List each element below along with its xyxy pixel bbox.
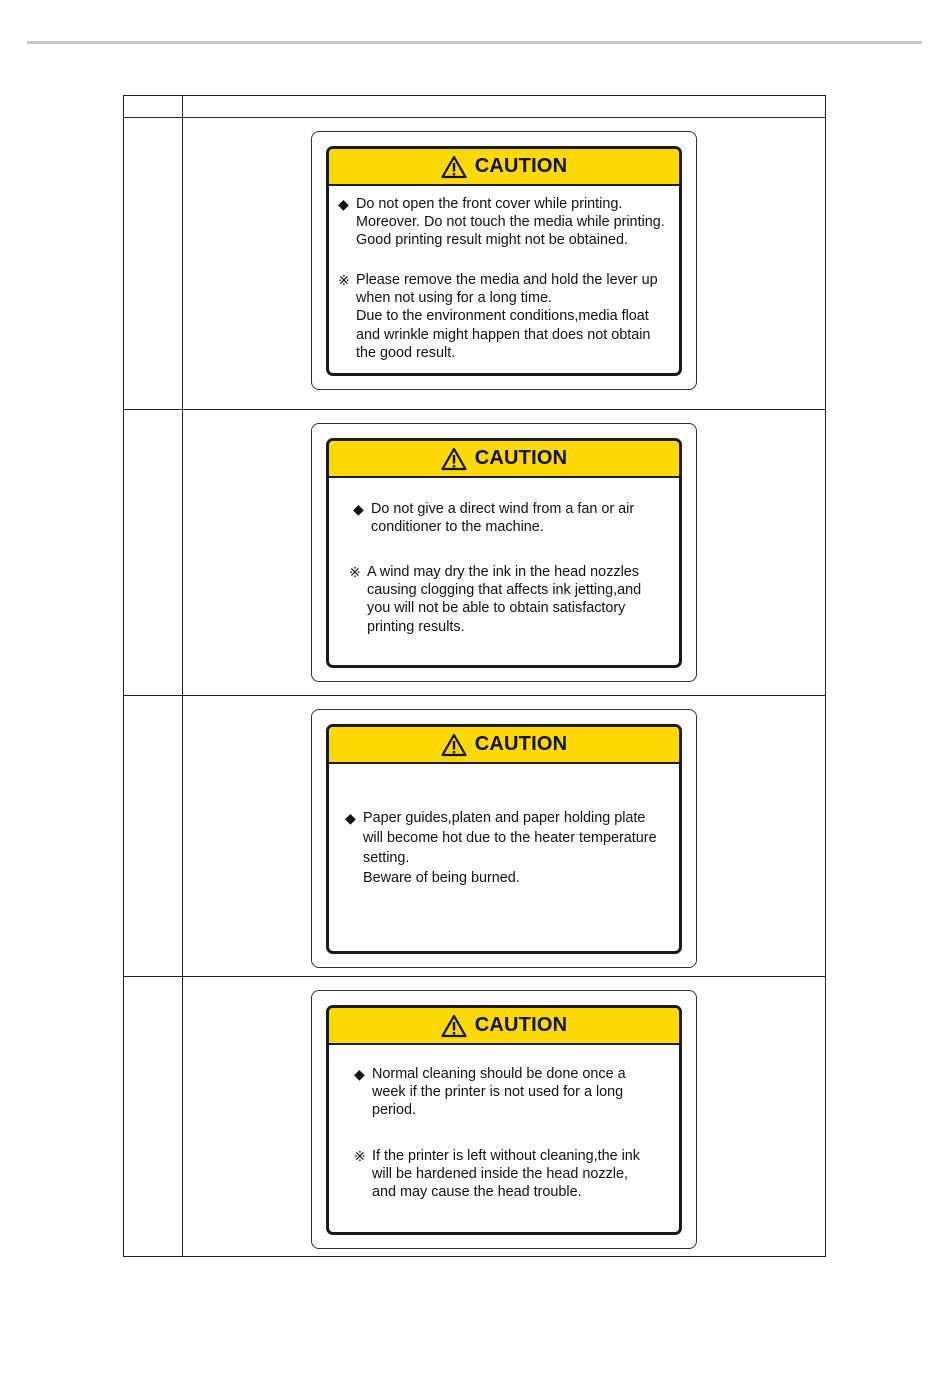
paragraph-line: A wind may dry the ink in the head nozzles	[367, 564, 639, 580]
page-top-rule	[27, 41, 922, 44]
table-row-divider	[124, 976, 825, 977]
caution-header	[329, 727, 679, 764]
caution-paragraph	[345, 808, 657, 888]
paragraph-line: and may cause the head trouble.	[372, 1184, 582, 1201]
paragraph-line: Due to the environment conditions,media float	[356, 308, 649, 325]
paragraph-line: will be hardened inside the head nozzle,	[372, 1166, 629, 1183]
warning-triangle-icon	[441, 447, 467, 471]
warning-triangle-icon	[441, 1014, 467, 1038]
paragraph-line: Do not give a direct wind from a fan or air	[371, 501, 635, 517]
note-marker: ※	[338, 272, 350, 288]
table-row-divider	[124, 409, 825, 410]
paragraph-line: Normal cleaning should be done once a	[372, 1066, 626, 1082]
paragraph-line: will become hot due to the heater temperature	[363, 830, 657, 846]
paragraph-line: the good result.	[356, 344, 456, 361]
caution-label-frame	[326, 724, 682, 954]
note-marker: ※	[354, 1148, 366, 1164]
paragraph-line: setting.	[363, 850, 410, 866]
note-marker: ※	[349, 564, 361, 580]
paragraph-line: when not using for a long time.	[356, 290, 552, 307]
caution-label-frame	[326, 1005, 682, 1235]
caution-label-cleaning	[311, 990, 697, 1249]
paragraph-line: Beware of being burned.	[363, 870, 520, 886]
warning-triangle-icon	[441, 155, 467, 179]
bullet-marker: ◆	[353, 501, 364, 517]
paragraph-line: Please remove the media and hold the lever up	[356, 272, 658, 288]
table-column-divider	[182, 96, 183, 1256]
caution-header	[329, 149, 679, 186]
bullet-marker: ◆	[338, 196, 349, 212]
caution-note	[338, 271, 658, 362]
caution-label-frame	[326, 438, 682, 668]
caution-label-frame	[326, 146, 682, 376]
caution-title: CAUTION	[474, 155, 568, 177]
paragraph-line: conditioner to the machine.	[371, 519, 544, 536]
caution-paragraph	[353, 500, 635, 536]
paragraph-line: Paper guides,platen and paper holding plate	[363, 810, 646, 826]
caution-note	[349, 563, 642, 636]
table-header-divider	[124, 117, 825, 118]
caution-title: CAUTION	[474, 733, 568, 755]
paragraph-line: Moreover. Do not touch the media while printing.	[356, 214, 665, 231]
caution-title: CAUTION	[474, 1014, 568, 1036]
caution-label-wind	[311, 423, 697, 682]
bullet-marker: ◆	[345, 810, 356, 826]
caution-label-front-cover	[311, 131, 697, 390]
warning-triangle-icon	[441, 733, 467, 757]
paragraph-line: Do not open the front cover while printing.	[356, 196, 623, 212]
caution-paragraph	[354, 1065, 626, 1120]
paragraph-line: Good printing result might not be obtained.	[356, 232, 628, 249]
table-row-divider	[124, 695, 825, 696]
paragraph-line: period.	[372, 1102, 417, 1119]
bullet-marker: ◆	[354, 1066, 365, 1082]
caution-title: CAUTION	[474, 447, 568, 469]
paragraph-line: week if the printer is not used for a long	[372, 1084, 624, 1101]
caution-note	[354, 1147, 640, 1202]
paragraph-line: you will not be able to obtain satisfactory	[367, 600, 626, 617]
caution-header	[329, 441, 679, 478]
caution-header	[329, 1008, 679, 1045]
paragraph-line: and wrinkle might happen that does not obtain	[356, 326, 651, 343]
paragraph-line: printing results.	[367, 618, 465, 635]
caution-label-hot-surface	[311, 709, 697, 968]
paragraph-line: causing clogging that affects ink jetting,and	[367, 582, 642, 599]
paragraph-line: If the printer is left without cleaning,the ink	[372, 1148, 640, 1164]
caution-paragraph	[338, 195, 665, 250]
